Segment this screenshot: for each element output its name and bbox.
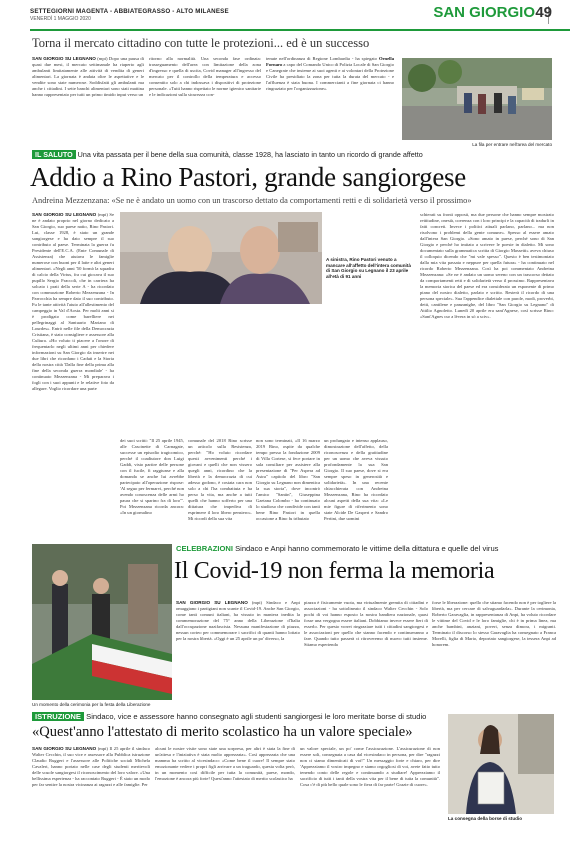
article1-col3-name: Ornella Fornaro (266, 56, 394, 67)
article3-col3: forse le liberazione: quello che stiamo facendo non è per togliere la libertà, ma per cercare di salvaguardarla». Durante la cerimonia, Roberto Garavaglia, in rappresentanza di Anpi, ha voluto ricordare le vittime del Covid e le loro famiglie, chi è in prima linea, ma anche bambini, anziani, poveri, senza dimora, i migranti. Terminato il discorso lo stesso Garavaglia ha consegnato a Franca Morelli, figlia di Mario, deportato sangiorgese, la tessera Anpi ad honorem. (432, 600, 556, 647)
issue-date: VENERDÌ 1 MAGGIO 2020 (30, 16, 91, 22)
article4-dateline: SAN GIORGIO SU LEGNANO (32, 746, 97, 751)
article2-col3: comunale del 2018 Rino scrisse un articolo sulla Resistenza, perché: "Ho voluto ricordare questi avvenimenti perché i giovani e quelli che non vissero quegli anni, ricordino che la libertà e la democrazia di cui adesso godono, è costata cara non solo a chi l'ha combattuta e ha perso la vita, ma anche a tutti quelli che hanno sofferto per una dittatura che impediva di esprimere il loro libero pensiero». Mi ricordi della sua vita (188, 438, 252, 521)
article3-col1 (176, 600, 300, 692)
article1-photo-caption: La fila per entrare nell'area del mercato (472, 142, 552, 147)
article4-col3: un valore speciale, un po' come l'assicurazione. L'assicurazione di non essere soli, consegnata a casa dal vicesindaco in persona, per dire "ragazzi non ci siamo dimenticati di voi!" Un messaggio forte e chiaro, per dire 'Apprezziamo il vostro impegno e siamo orgogliosi di voi, avete fatto tutto tenendo conto delle regole e continuando a studiare! Apprezziamo il sacrificio di tutti i tanti della vostra vita per il bene di tutta la comunità". Cosa c'è di più bello quale sono le fiera di far parte! Grazie di cuore». (300, 746, 440, 787)
page-header (30, 8, 410, 22)
article2-col2: dei suoi scritti: "Il 25 aprile 1945, alle Cascinette di Carnagate, successe un episodio tragicomico, perché il coadiutore don Luigi Gaddi, visto partire delle persone con il fucile, fi raggiunse e alla domanda se anche lui avrebbe partecipato all'operazione rispose: 'Al seguo per fermarvi, perché non avendo conoscenza delle armi ho paura che si sparino fra di loro'". Poi Mezzenzana ricorda ancora: «In un giornalino (120, 438, 184, 515)
article2-kicker (32, 150, 562, 159)
page-number: 49 (535, 4, 552, 21)
article2-kicker-tag: IL SALUTO (32, 150, 76, 159)
article2-portrait-photo (120, 212, 322, 304)
article3-kicker-tag: CELEBRAZIONI (176, 544, 233, 553)
article3-dateline: SAN GIORGIO SU LEGNANO (176, 600, 248, 605)
section-title: SAN GIORGIO (433, 4, 535, 21)
article2-dateline: SAN GIORGIO SU LEGNANO (32, 212, 97, 217)
article2-col6: schierati su fronti opposti, ma due persone che hanno sempre mostrato rettitudine, onestà, coerenza con i loro principi e la capacità di tradurli in fatti concreti. Invece i politici attuali parlano, parlano... ma non risolvono i problemi della gente comune». Spesso al essere amato dall'intera San Giorgio. «Sono amato in paese, perché sono di San Giorgio e perché ho imitato a scrivere le poesie in dialetto. Mi sono documentato sulla grammatica scritta di Giorgio Massetti» aveva chiuso il colloquio dicendo che "mi vale spesso". Questo è ben testimoniato dalla mia vita passata e neppure per quella futura» - ha continuato nel ricordo Roberto Mezzenzana. Così ha poi commentato Andreina Mezzenzana: «Se ne è andato un uomo sereno con un trascorso dettato da comportamenti retti e di solidarietà verso il prossimo. Rappresentava la memoria storica del paese ed era considerato un esponente di primo piano del nostro dialetto, parlato e scritto. Resterà il ricordo di una persona speciale». Sua l'appendice dialettale con parole, modi, proverbi, detti, cantilene e panzanighe, del libro "San Giorgio su Legnano" di Attilio Agnoletto. Lunedì 20 aprile era sant'Agnese, così scrisse Rino: «Sant'Agnes cur a lèvera in sò a sciv». (420, 212, 554, 319)
article1-col3-end: a capo del Comando Unico di Polizia Locale di San Giorgio e Canegrate che insieme ai suoi agenti e ai volontari della Protezione Civile ha presidiato la zona per tutta la durata del mercato - e l'affluenza è stata buona. I commercianti a fine giornata ci hanno ringraziato per l'organizzazione». (266, 62, 394, 91)
ceremony-photo-image (32, 544, 172, 700)
article4-kicker-tag: ISTRUZIONE (32, 712, 84, 721)
article2-col1 (32, 212, 114, 538)
article3-kicker-text: Sindaco e Anpi hanno commemorato le vittime della dittatura e quelle del virus (235, 544, 499, 553)
article2-col4: non sono terminati, «Il 16 marzo 2019 Rino, ospite da qualche tempo presso la fondazione 2009 di Villa Cortese, si fece portare in sala consiliare per assistere alla presentazione di "Per Aspera ad Astra" capitolo del libro "San Giorgio su Legnano non dimentica la sua storia", dove incontrò l'amico "Santin", Giuseppina Gaetana Colombo - ha continuato lo studioso che condivide con tanti bene Rino Pastori in quella occasione a Rino fu tributato (256, 438, 320, 521)
article1-headline: Torna il mercato cittadino con tutte le protezioni... ed è un successo (32, 36, 370, 50)
article4-col2: alcuni le nostre visite sono state una sorpresa, per altri è stata la fine di un'attesa e l'iniziativa è stata molto apprezzata». Così apprezzata che una mamma ha scritto al vicesindaco: «Come bene il cuore! Il sempre stato emozionante vedere i propri figli arrivare a un traguardo, questa volta però, in un momento così difficile per tutta la comunità, paese, mondo, l'emozione è ancora più forte! Quest'anno l'attestato di merito scolastico ha (155, 746, 295, 781)
article3-photo-caption: Un momento della cerimonia per la festa della Liberazione (32, 702, 151, 707)
article4-col1-text: (mpi) Il 25 aprile il sindaco Walter Cecchin, il suo vice e assessore alla Pubblica istruzione Claudio Ruggeri e l'assessore alle Politiche sociali Michela Cavaleri, hanno portato nelle case degli studenti meritevoli delle scuole sangiorgesi il riconoscimento del loro valore. «Una bellissima esperienza - ha raccontato Ruggeri - È stato un modo per far sentire la nostra vicinanza ai ragazzi e alle famiglie. Per (32, 746, 150, 787)
article1-dateline: SAN GIORGIO SU LEGNANO (32, 56, 96, 61)
article3-col1-text: (mpi) Sindaco e Anpi omaggiano i partigiani non scante il Covid-19. Anche San Giorgio, come tanti comuni italiani, ha vissuto in maniera inedita la commemorazione del 75° anno della Liberazione d'Italia dall'occupazione nazifascista. Nessuna manifestazione di piazza, nessun corteo per commemorare i sacrifici di quanti hanno lottato per la nostra libertà. «Oggi è un 25 aprile un po' diverso, la (176, 600, 300, 641)
article3-kicker (176, 544, 566, 553)
article1-col3 (266, 56, 394, 118)
students-photo-image (448, 714, 554, 814)
article2-col1-text: (mpi) Se ne è andato proprio nel giorno dedicato a San Giorgio, suo paese natio, Rino Pastori. Lui, classe 1928, è stato un grande sangiorgese e ha dato sempre il suo contributo al paese. Terminata la guerra fu Presidente dell'E.C.A. (Ente Comunale di Assistenza) che aiutava le famiglie numerose con buoni per il latte e altri generi alimentari. «Negli anni '50 formò la squadra di calcio della Virtus, fra cui giocava il suo pupillo Sergio Fraccoli, che in carriera ha solcato i prati della serie A - ha ricordato con commozione Roberto Mezzenzana - In Parrocchia ha sempre dato il suo contributo. Fu le tante attività l'aiuto all'allestimento del campeggio in Val d'Aosta. Per molti anni si è prodigato come barelliere nei pellegrinaggi al Santuario Mariano di Lourdes». Entrò nelle file della Democrazia Cristiana, è stato consigliere e assessore alla Cultura. «Ho voluto ti piacere a l'onore di frequentarlo negli ultimi anni per chiedere informazioni su San Giorgio da inserire nei due libri che ricordano i Caduti e la Storia della nostra città 'Dalla fine della prima alla fine della seconda guerra mondiale' - ha continuato Mezzenzana - Mi preparava i fogli con i suoi appunti e le relative foto da allegare. Voglio ricordare una parte (32, 212, 114, 391)
article1-col1 (32, 56, 144, 118)
article1-col1-text: (mpi) Dopo una pausa di quasi due mesi, il mercato settimanale ha riaperto agli ambulanti limitatamente alle attività di vendita di generi alimentari. La giornata è andata oltre le aspettative e le vendite sono state numerose. Soddisfatti gli ambulanti ma anche i cittadini. I sette banchi alimentari sono stati mattina hanno rappresentato per tutti un primo timido input verso un (32, 56, 144, 97)
market-photo-image (402, 58, 552, 140)
article4-photo-caption: La consegna della borse di studio (448, 816, 523, 821)
article2-subhead: Andreina Mezzenzana: «Se ne è andato un uomo con un trascorso dettato da comportamenti retti e di solidarietà verso il prossimo» (32, 196, 472, 205)
article3-headline: Il Covid-19 non ferma la memoria (174, 558, 495, 584)
article4-headline: «Quest'anno l'attestato di merito scolastico ha un valore speciale» (32, 724, 413, 740)
article1-col2: ritorno alla normalità. Una seconda fase ordinata: trasseguamento dell'area con limitazione della zona d'ingresso e quella di uscita, Covid manager all'ingresso del mercato per il controllo della temperatura e accesso consentito solo a chi indossava i dispositivi di protezione personale. «Tutti hanno rispettato le norme igienico sanitarie e le indicazioni sulla sicurezza con- (149, 56, 261, 97)
article4-students-photo (448, 714, 554, 814)
article3-col2: piazza è fisicamente vuota, ma virtualmente gremita di cittadini e associazioni - ha sottolineato il sindaco Walter Cecchin - Solo pochi di voi hanno esposto la nostra bandiera nazionale, quasi fosse una vergogna essere italiani. Dobbiamo invece essere fieri di esserlo. Per questo vorrei ringraziare tutti i cittadini sangiorgesi e le associazioni per quello che stanno facendo e continueranno a fare. Quando tutto passerà ci ritroveremo di nuovo tutti insieme. Stiamo esperienda (304, 600, 428, 647)
portrait-photo-image (120, 212, 322, 304)
article4-kicker-text: Sindaco, vice e assessore hanno consegnato agli studenti sangiorgesi le loro meritate borse di studio (86, 712, 427, 721)
article2-col5: un prolungato e intenso applauso, dimostrazione dell'affetto, della riconoscenza e della gratitudine per un uomo che aveva vissuto profondamente la sua San Giorgio. Il suo paese, dove si era sempre speso in generosità e solidarietà». In una recente chiacchierata con Andreina Mezzenzana, Rino ha ricordato alcuni aspetti della sua vita: «Le mie figure di riferimento sono state Alcide De Gasperi e Sandro Pertini, due uomini (324, 438, 388, 521)
article3-ceremony-photo (32, 544, 172, 700)
article2-photo-caption: A sinistra, Rino Pastori venuto a mancare all'affetto dell'intera comunità di San Giorgio su Legnano il 23 aprile all'età di 91 anni (326, 257, 411, 279)
article2-headline: Addio a Rino Pastori, grande sangiorgese (30, 162, 466, 192)
article2-kicker-text: Una vita passata per il bene della sua comunità, classe 1928, ha lasciato in tanto un ricordo di grande affetto (77, 150, 423, 159)
publication-name: SETTEGIORNI MAGENTA - ABBIATEGRASSO - ALTO MILANESE (30, 8, 229, 15)
article4-col1 (32, 746, 150, 826)
article1-col3-start: tenute nell'ordinanza di Regione Lombardia - ha spiegato (266, 56, 379, 61)
article1-market-photo (402, 58, 552, 140)
header-rule (30, 29, 570, 31)
